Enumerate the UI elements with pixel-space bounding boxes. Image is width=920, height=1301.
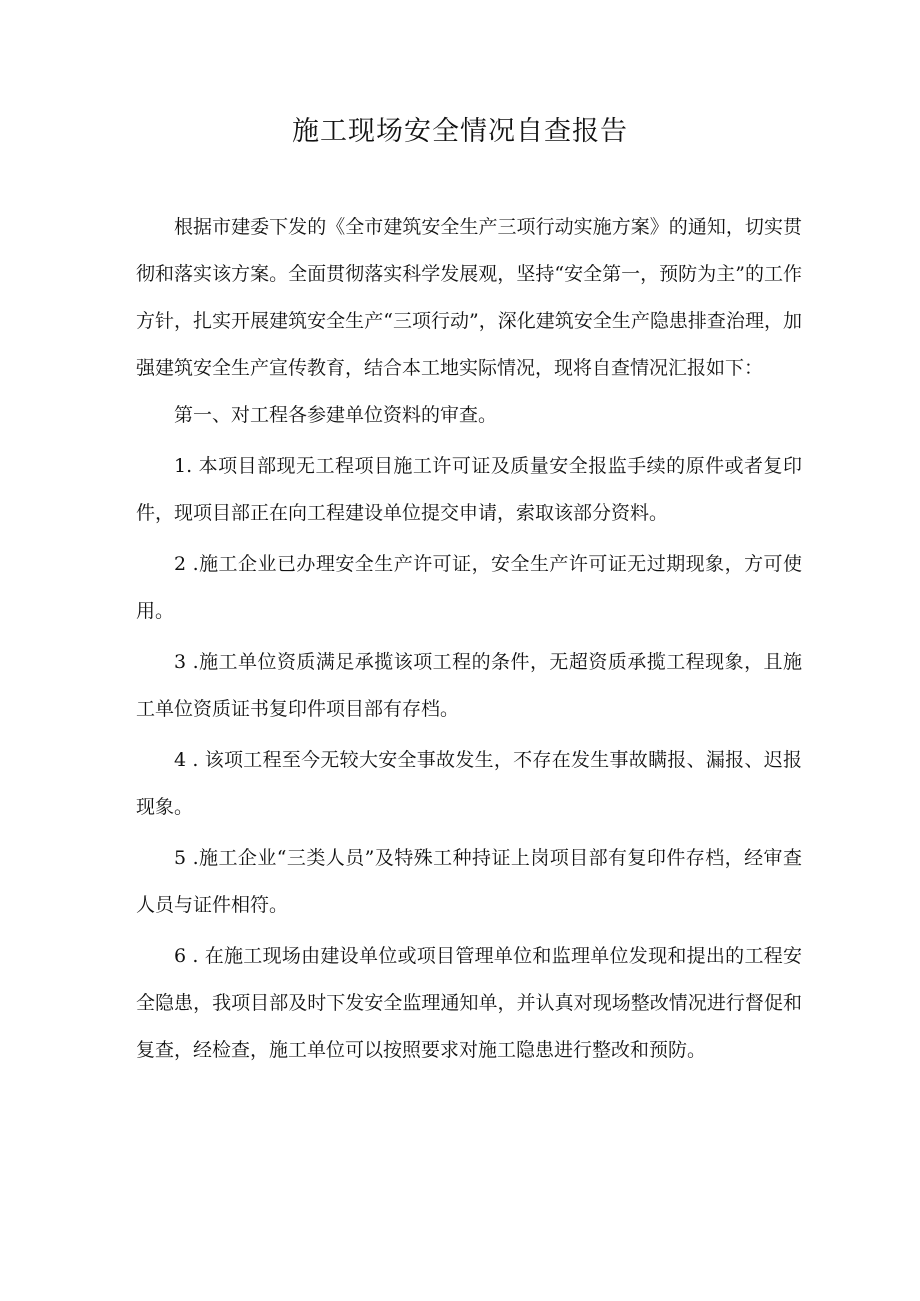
document-body	[136, 204, 802, 1074]
section-heading: 第一、对工程各参建单位资料的审查。	[174, 404, 498, 426]
list-item: 2 .施工企业已办理安全生产许可证，安全生产许可证无过期现象，方可使用。	[136, 553, 802, 622]
list-item: 5 .施工企业“三类人员”及特殊工种持证上岗项目部有复印件存档，经审查人员与证件相符。	[136, 847, 802, 916]
list-item: 6 . 在施工现场由建设单位或项目管理单位和监理单位发现和提出的工程安全隐患，我项目部及时下发安全监理通知单，并认真对现场整改情况进行督促和复查，经检查，施工单位可以按照要求对施工隐患进行整改和预防。	[136, 945, 802, 1061]
list-item: 3 .施工单位资质满足承揽该项工程的条件，无超资质承揽工程现象，且施工单位资质证书复印件项目部有存档。	[136, 651, 802, 720]
list-item: 1. 本项目部现无工程项目施工许可证及质量安全报监手续的原件或者复印件，现项目部正在向工程建设单位提交申请，索取该部分资料。	[136, 455, 802, 524]
document-title: 施工现场安全情况自查报告	[292, 116, 628, 147]
intro-paragraph: 根据市建委下发的《全市建筑安全生产三项行动实施方案》的通知，切实贯彻和落实该方案。全面贯彻落实科学发展观，坚持“安全第一，预防为主”的工作方针，扎实开展建筑安全生产“三项行动”，深化建筑安全生产隐患排查治理，加强建筑安全生产宣传教育，结合本工地实际情况，现将自查情况汇报如下：	[136, 216, 802, 379]
list-item: 4 . 该项工程至今无较大安全事故发生，不存在发生事故瞒报、漏报、迟报现象。	[136, 749, 802, 818]
